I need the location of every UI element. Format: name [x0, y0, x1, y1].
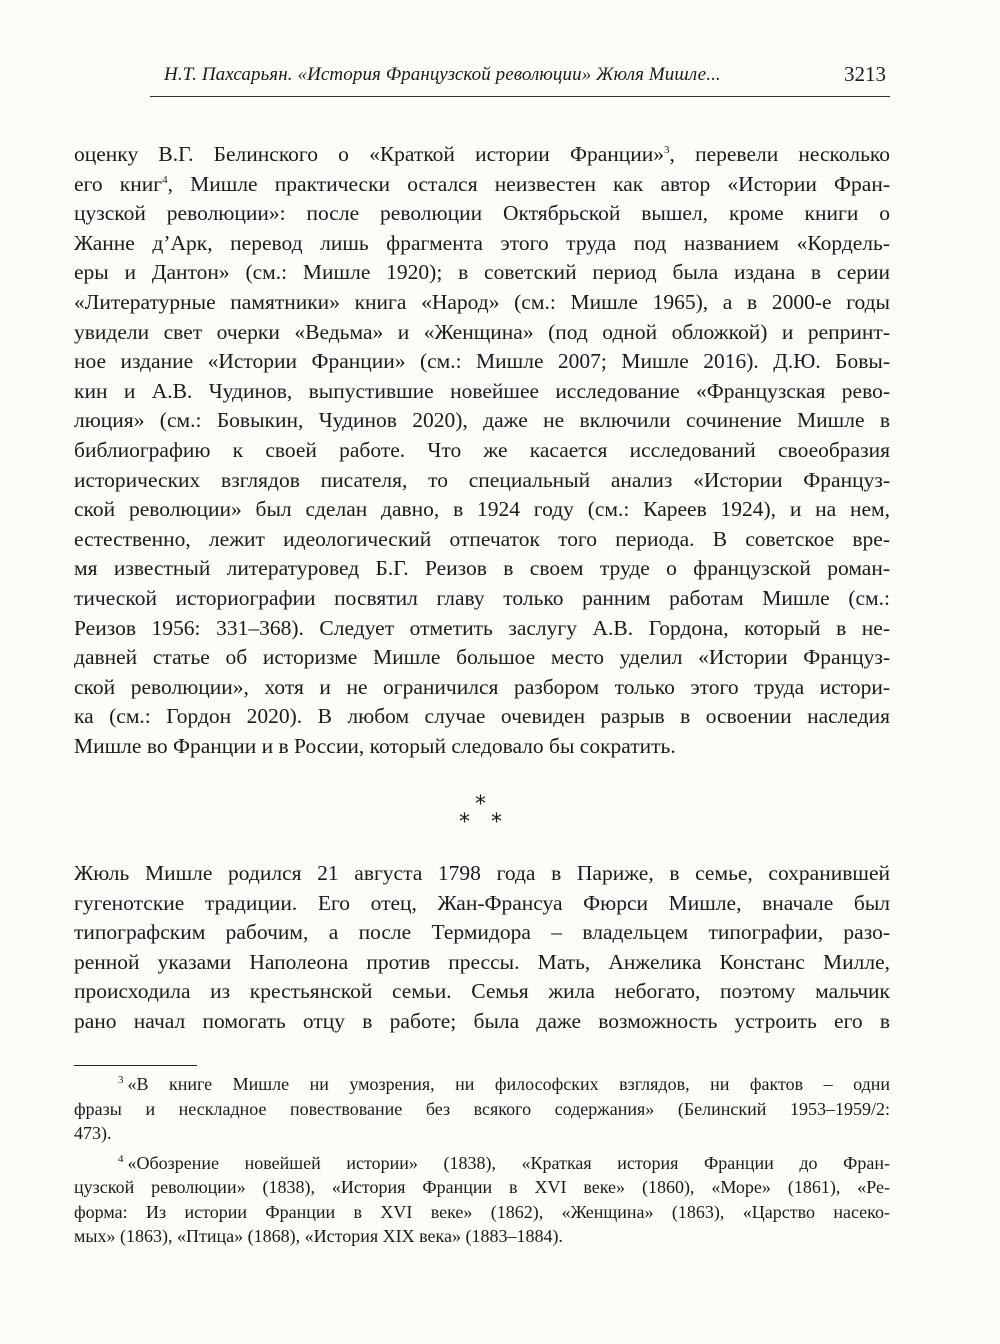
text-line: библиографию к своей работе. Что же касается исследований своеобразия — [74, 437, 890, 462]
asterisk: * — [459, 810, 470, 835]
footnote-3 — [74, 1072, 890, 1146]
asterisk: * — [475, 792, 486, 817]
text-line: давней статье об историзме Мишле большое место уделил «Истории Француз- — [74, 645, 890, 670]
footnote-rule — [74, 1065, 197, 1066]
text-line: фразы и нескладное повествование без всякого содержания» (Белинский 1953–1959/2: — [74, 1098, 890, 1119]
text-line: ской революции» был сделан давно, в 1924 году (см.: Кареев 1924), и на нем, — [74, 497, 890, 522]
text-line: Реизов 1956: 331–368). Следует отметить заслугу А.В. Гордона, который в не- — [74, 615, 890, 640]
asterisk: * — [491, 810, 502, 835]
text-line: Жюль Мишле родился 21 августа 1798 года в Париже, в семье, сохранившей — [74, 861, 890, 885]
text-line: оценку В.Г. Белинского о «Краткой истории Франции»$^3$, перевели несколько — [74, 142, 891, 166]
text-line: увидели свет очерки «Ведьма» и «Женщина» (под одной обложкой) и репринт- — [74, 319, 890, 344]
footnote-ref-3[interactable]: 3 — [664, 143, 670, 156]
text-line: мя известный литературовед Б.Г. Реизов в своем труде о французской роман- — [74, 556, 890, 581]
text-line: люция» (см.: Бовыкин, Чудинов 2020), даже не включили сочинение Мишле в — [74, 408, 890, 433]
text-line: тической историографии посвятил главу только ранним работам Мишле (см.: — [74, 585, 890, 610]
text-line: рано начал помогать отцу в работе; была даже возможность устроить его в — [74, 1008, 890, 1033]
text-line: еры и Дантон» (см.: Мишле 1920); в советский период была издана в серии — [74, 260, 890, 285]
running-header — [150, 60, 890, 96]
text-line: $^3$ «В книге Мишле ни умозрения, ни философских взглядов, ни фактов – одни — [118, 1074, 890, 1094]
footnotes — [74, 1072, 890, 1254]
header-rule — [150, 96, 890, 97]
text-line: типографским рабочим, а после Термидора – владельцем типографии, разо- — [74, 920, 890, 945]
text-line: 473). — [74, 1123, 112, 1143]
running-title: Н.Т. Пахсарьян. «История Французской революции» Жюля Мишле... — [164, 64, 721, 85]
text-line: происходила из крестьянской семьи. Семья жила небогато, поэтому мальчик — [74, 979, 890, 1004]
text-line: цузской революции»: после революции Октябрьской вышел, кроме книги о — [74, 201, 890, 226]
text-line: ное издание «Истории Франции» (см.: Мишле 2007; Мишле 2016). Д.Ю. Бовы- — [74, 349, 890, 374]
text-line: кин и А.В. Чудинов, выпустившие новейшее исследование «Французская рево- — [74, 378, 890, 403]
text-line: Мишле во Франции и в России, который следовало бы сократить. — [74, 733, 676, 758]
text-line: форма: Из истории Франции в XVI веке» (1862), «Женщина» (1863), «Царство насеко- — [74, 1201, 890, 1222]
text-line: исторических взглядов писателя, то специальный анализ «Истории Француз- — [74, 467, 890, 492]
text-line: цузской революции» (1838), «История Франции в XVI веке» (1860), «Море» (1861), «Ре- — [74, 1177, 890, 1197]
text-line: естественно, лежит идеологический отпечаток того периода. В советское вре- — [74, 526, 890, 551]
footnote-4 — [74, 1151, 890, 1249]
text-line: «Литературные памятники» книга «Народ» (см.: Мишле 1965), а в 2000-е годы — [74, 289, 890, 314]
page-number: 3213 — [844, 62, 886, 86]
text-line: его книг$^4$, Мишле практически остался неизвестен как автор «Истории Фран- — [74, 171, 891, 196]
text-line: гугенотские традиции. Его отец, Жан-Франсуа Фюрси Мишле, вначале был — [74, 890, 890, 915]
text-line: $^4$ «Обозрение новейшей истории» (1838), «Краткая история Франции до Фран- — [118, 1152, 890, 1173]
paragraph-2 — [74, 859, 890, 1037]
footnote-ref-4[interactable]: 4 — [162, 173, 168, 186]
paragraph-1 — [74, 140, 890, 761]
text-line: ской революции», хотя и не ограничился разбором только этого труда истори- — [74, 674, 890, 699]
text-line: Жанне д’Арк, перевод лишь фрагмента этого труда под названием «Кордель- — [74, 230, 890, 255]
text-line: ка (см.: Гордон 2020). В любом случае очевиден разрыв в освоении наследия — [74, 704, 890, 729]
footnote-number: 3 — [118, 1074, 124, 1086]
text-line: мых» (1863), «Птица» (1868), «История XIX века» (1883–1884). — [74, 1226, 563, 1246]
text-line: ренной указами Наполеона против прессы. Мать, Анжелика Констанс Милле, — [74, 949, 890, 974]
footnote-number: 4 — [118, 1152, 124, 1165]
section-separator — [455, 790, 515, 840]
